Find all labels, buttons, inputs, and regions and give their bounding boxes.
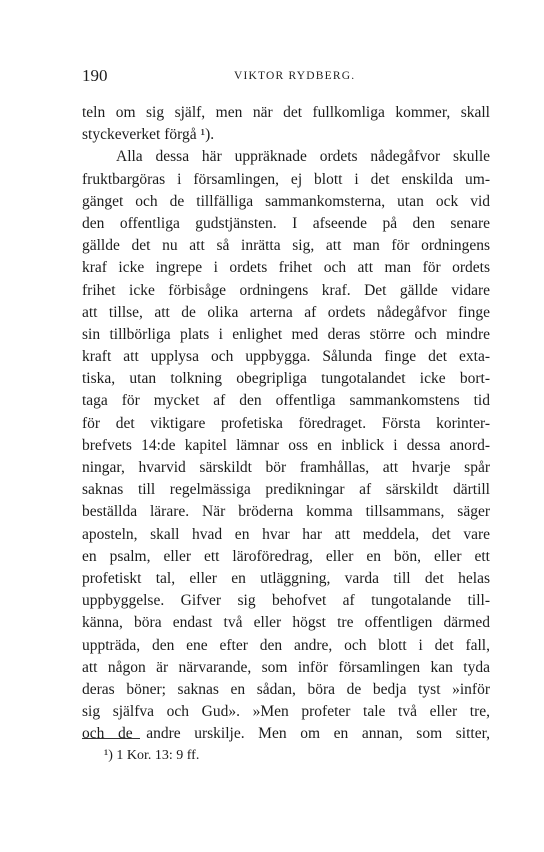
text-line: den offentliga gudstjänsten. I afseende på den senare	[82, 214, 490, 232]
body-text	[82, 102, 490, 745]
text-line: beställda lärare. När bröderna komma tillsammans, säger	[82, 503, 490, 521]
text-line: sin tillbörliga plats i enlighet med deras större och mindre	[82, 325, 490, 343]
footnote-marker: ¹)	[104, 748, 113, 763]
text-line: ningar, hvarvid särskildt bör framhållas, att hvarje spår	[82, 459, 490, 476]
text-line: frihet icke förbisåge ordningens kraf. Det gällde vidare	[82, 281, 490, 299]
footnote-divider	[82, 738, 140, 739]
text-line: taga för mycket af den offentliga sammankomstens tid	[82, 392, 490, 410]
text-line: fruktbargöras i församlingen, ej blott i det enskilda um-	[82, 170, 490, 188]
text-line: gänget och de tillfälliga sammankomsterna, utan ock vid	[82, 192, 490, 210]
text-line: saknas till regelmässiga predikningar af särskildt därtill	[82, 481, 490, 499]
text-line: känna, böra endast två eller högst tre offentligen därmed	[82, 614, 490, 632]
text-line: Alla dessa här uppräknade ordets nådegåfvor skulle	[116, 148, 490, 166]
text-line: gällde det nu att så inrätta sig, att man för ordningens	[82, 237, 490, 255]
text-line: styckeverket förgå ¹).	[82, 126, 215, 144]
text-line: uppträda, den ene efter den andre, och blott i det fall,	[82, 636, 490, 654]
text-line: och de andre urskilje. Men om en annan, som sitter,	[82, 725, 490, 743]
text-line: uppbyggelse. Gifver sig behofvet af tungotalande till-	[82, 592, 490, 610]
running-title: VIKTOR RYDBERG.	[234, 70, 356, 82]
running-head	[82, 66, 490, 88]
text-line: att tillse, att de olika arterna af ordets nådegåfvor finge	[82, 303, 490, 321]
text-line: brefvets 14:de kapitel lämnar oss en inblick i dessa anord-	[82, 436, 490, 454]
text-line: att någon är närvarande, som inför församlingen kan tyda	[82, 658, 490, 676]
footnote-text: 1 Kor. 13: 9 ff.	[116, 748, 200, 763]
text-line: sig själfva och Gud». »Men profeter tale två eller tre,	[82, 703, 490, 721]
text-line: teln om sig själf, men när det fullkomliga kommer, skall	[82, 104, 490, 121]
text-line: tiska, utan tolkning obegripliga tungotalandet icke bort-	[82, 370, 490, 388]
text-line: för det viktigare profetiska föredraget. Första korinter-	[82, 414, 490, 432]
text-line: en psalm, eller ett läroföredrag, eller en bön, eller ett	[82, 547, 490, 565]
text-line: kraf icke ingrepe i ordets frihet och att man för ordets	[82, 259, 490, 277]
text-line: profetiskt tal, eller en utläggning, varda till det helas	[82, 569, 490, 587]
text-line: aposteln, skall hvad en hvar har att meddela, det vare	[82, 525, 490, 543]
page-number: 190	[82, 66, 108, 85]
text-line: deras böner; saknas en sådan, böra de bedja tyst »inför	[82, 680, 490, 698]
footnote	[104, 748, 199, 764]
text-line: kraft att upplysa och uppbygga. Sålunda finge det exta-	[82, 348, 490, 366]
